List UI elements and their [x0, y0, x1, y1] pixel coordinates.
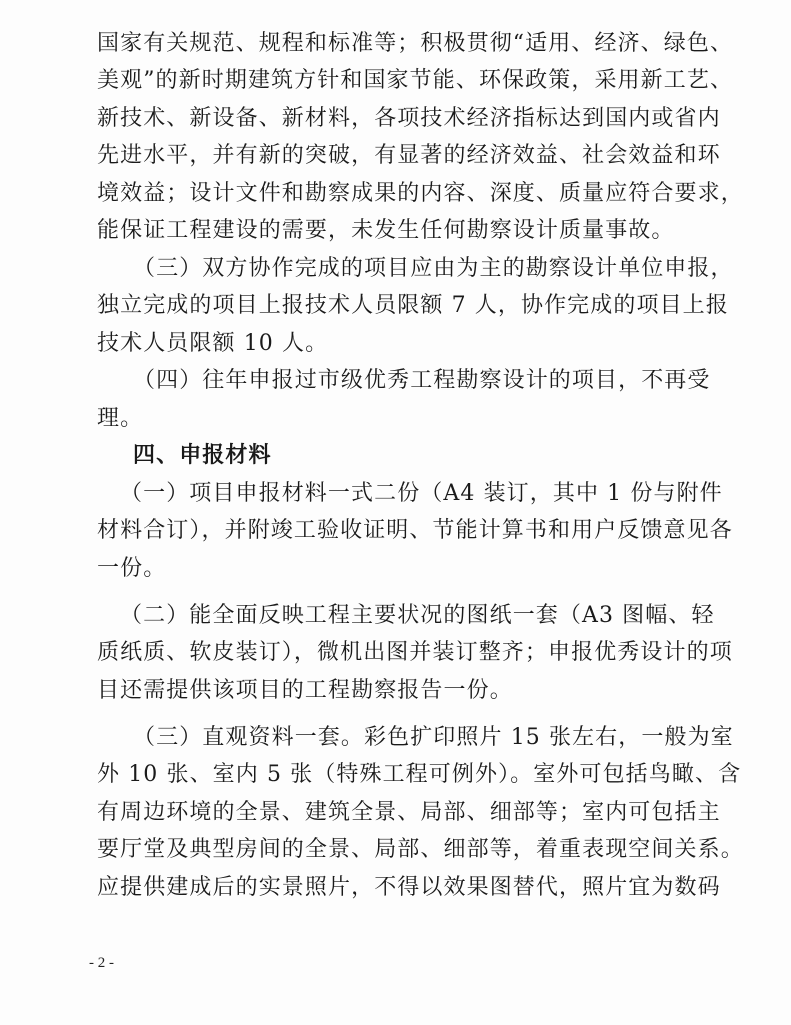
text-line: 一份。	[97, 556, 167, 581]
text-line: 材料合订），并附竣工验收证明、节能计算书和用户反馈意见各	[97, 518, 733, 543]
text-line: 应提供建成后的实景照片，不得以效果图替代，照片宜为数码	[97, 875, 721, 900]
text-line: 质纸质、软皮装订），微机出图并装订整齐；申报优秀设计的项	[97, 640, 733, 665]
text-line: 要厅堂及典型房间的全景、局部、细部等，着重表现空间关系。	[97, 837, 744, 862]
text-line: 有周边环境的全景、建筑全景、局部、细部等；室内可包括主	[97, 800, 721, 825]
text-line: 技术人员限额 10 人。	[97, 331, 329, 356]
text-line: 外 10 张、室内 5 张（特殊工程可例外）。室外可包括鸟瞰、含	[97, 762, 742, 787]
text-line: （三）直观资料一套。彩色扩印照片 15 张左右，一般为室	[133, 725, 734, 750]
text-line: 国家有关规范、规程和标准等；积极贯彻“适用、经济、绿色、	[97, 31, 734, 56]
section-heading: 四、申报材料	[133, 443, 272, 468]
text-line: （四）往年申报过市级优秀工程勘察设计的项目，不再受	[133, 368, 711, 393]
text-line: 美观”的新时期建筑方针和国家节能、环保政策，采用新工艺、	[97, 68, 734, 93]
text-line: 目还需提供该项目的工程勘察报告一份。	[97, 678, 513, 703]
text-line: 独立完成的项目上报技术人员限额 7 人，协作完成的项目上报	[97, 293, 729, 318]
text-line: 新技术、新设备、新材料，各项技术经济指标达到国内或省内	[97, 106, 721, 131]
text-line: 境效益；设计文件和勘察成果的内容、深度、质量应符合要求，	[97, 181, 744, 206]
text-line: （二）能全面反映工程主要状况的图纸一套（A3 图幅、轻	[120, 603, 715, 628]
text-line: （三）双方协作完成的项目应由为主的勘察设计单位申报，	[133, 256, 734, 281]
text-line: （一）项目申报材料一式二份（A4 装订，其中 1 份与附件	[120, 481, 723, 506]
page-number: - 2 -	[89, 955, 114, 971]
text-line: 先进水平，并有新的突破，有显著的经济效益、社会效益和环	[97, 143, 721, 168]
text-line: 能保证工程建设的需要，未发生任何勘察设计质量事故。	[97, 218, 675, 243]
text-line: 理。	[97, 406, 144, 431]
